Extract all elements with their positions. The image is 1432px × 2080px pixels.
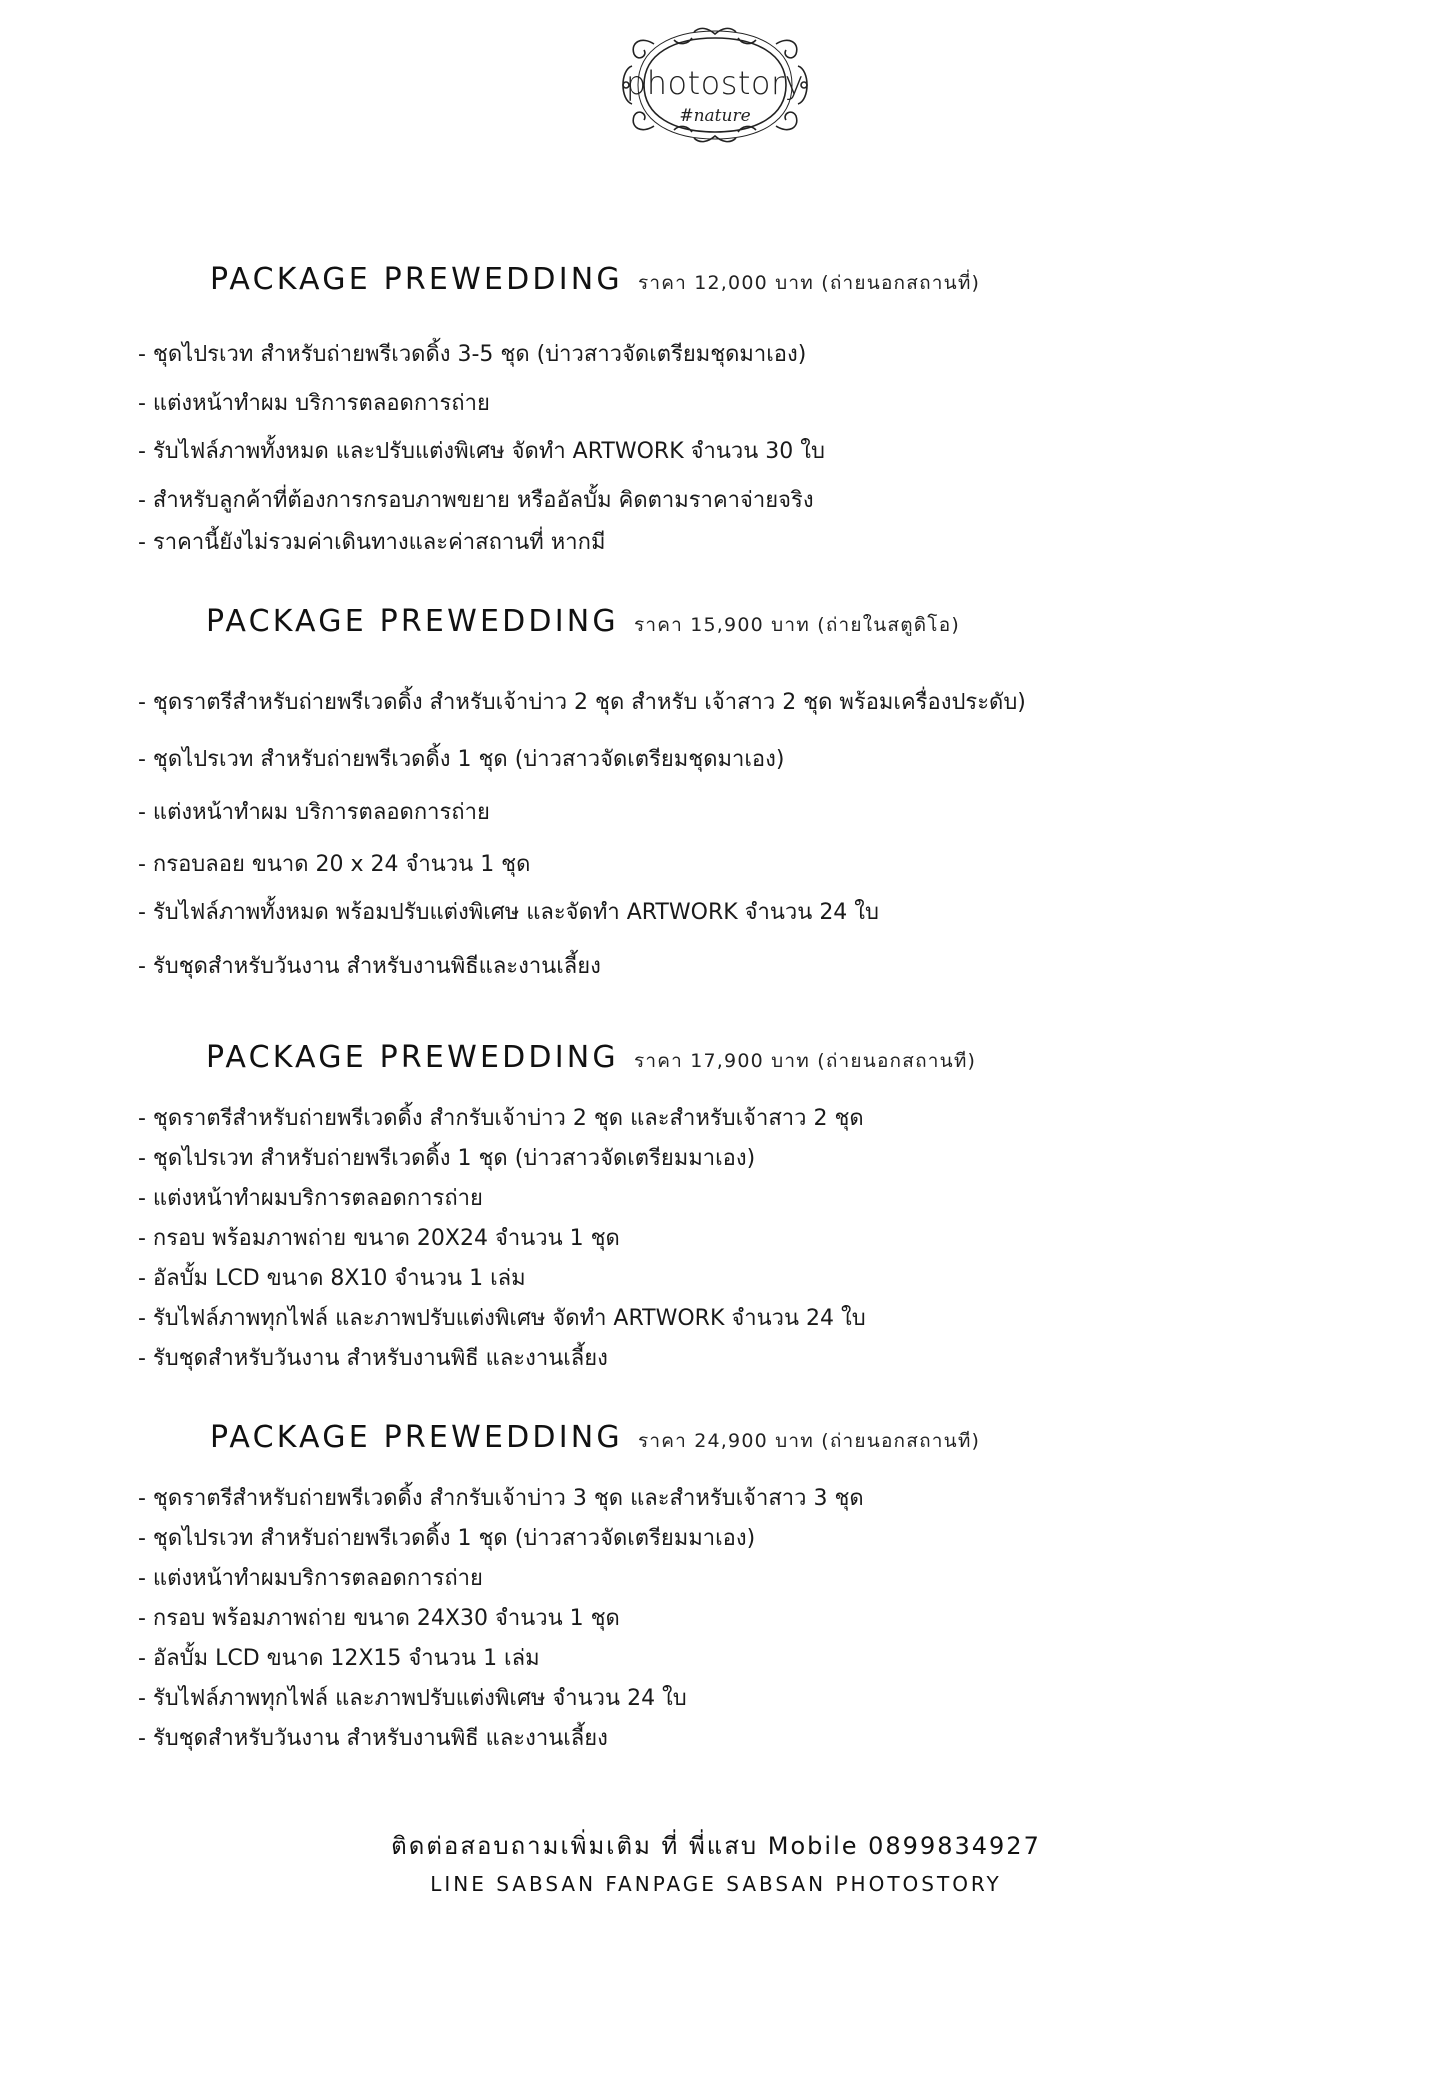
list-item: - อัลบั้ม LCD ขนาด 12X15 จำนวน 1 เล่ม: [138, 1646, 540, 1671]
list-item: - รับไฟล์ภาพทั้งหมด พร้อมปรับแต่งพิเศษ และจัดทำ ARTWORK จำนวน 24 ใบ: [138, 900, 880, 925]
list-item: - กรอบลอย ขนาด 20 x 24 จำนวน 1 ชุด: [138, 852, 531, 877]
contact-social: LINE SABSAN FANPAGE SABSAN PHOTOSTORY: [430, 1872, 1002, 1896]
package-4-title: PACKAGE PREWEDDING: [210, 1420, 623, 1455]
list-item: - ราคานี้ยังไม่รวมค่าเดินทางและค่าสถานที่ หากมี: [138, 530, 606, 555]
package-4-header: [210, 1420, 980, 1456]
list-item: - กรอบ พร้อมภาพถ่าย ขนาด 24X30 จำนวน 1 ชุด: [138, 1606, 620, 1631]
list-item: - ชุดไปรเวท สำหรับถ่ายพรีเวดดิ้ง 1 ชุด (บ่าวสาวจัดเตรียมมาเอง): [138, 1526, 756, 1551]
list-item: - อัลบั้ม LCD ขนาด 8X10 จำนวน 1 เล่ม: [138, 1266, 526, 1291]
list-item: - รับไฟล์ภาพทุกไฟล์ และภาพปรับแต่งพิเศษ จัดทำ ARTWORK จำนวน 24 ใบ: [138, 1306, 866, 1331]
list-item: - ชุดไปรเวท สำหรับถ่ายพรีเวดดิ้ง 1 ชุด (บ่าวสาวจัดเตรียมมาเอง): [138, 1146, 756, 1171]
list-item: - กรอบ พร้อมภาพถ่าย ขนาด 20X24 จำนวน 1 ชุด: [138, 1226, 620, 1251]
package-1-price: ราคา 12,000 บาท (ถ่ายนอกสถานที่): [637, 272, 981, 294]
package-3-price: ราคา 17,900 บาท (ถ่ายนอกสถานที): [633, 1050, 977, 1072]
list-item: - รับชุดสำหรับวันงาน สำหรับงานพิธีและงานเลี้ยง: [138, 954, 601, 979]
package-1-header: [210, 262, 980, 298]
package-4-price: ราคา 24,900 บาท (ถ่ายนอกสถานที): [637, 1430, 981, 1452]
list-item: - แต่งหน้าทำผมบริการตลอดการถ่าย: [138, 1186, 483, 1211]
contact-line-2: [0, 1872, 1432, 1896]
package-3-header: [206, 1040, 976, 1076]
list-item: - ชุดราตรีสำหรับถ่ายพรีเวดดิ้ง สำกรับเจ้าบ่าว 2 ชุด และสำหรับเจ้าสาว 2 ชุด: [138, 1106, 864, 1131]
list-item: - รับไฟล์ภาพทุกไฟล์ และภาพปรับแต่งพิเศษ จำนวน 24 ใบ: [138, 1686, 687, 1711]
package-2-title: PACKAGE PREWEDDING: [206, 604, 619, 639]
photostory-logo: [614, 26, 816, 144]
list-item: - ชุดไปรเวท สำหรับถ่ายพรีเวดดิ้ง 3-5 ชุด (บ่าวสาวจัดเตรียมชุดมาเอง): [138, 342, 807, 367]
package-1-title: PACKAGE PREWEDDING: [210, 262, 623, 297]
contact-phone: ติดต่อสอบถามเพิ่มเติม ที่ พี่แสบ Mobile 0899834927: [391, 1832, 1041, 1860]
logo-tagline: #nature: [679, 106, 751, 126]
list-item: - แต่งหน้าทำผมบริการตลอดการถ่าย: [138, 1566, 483, 1591]
list-item: - สำหรับลูกค้าที่ต้องการกรอบภาพขยาย หรืออัลบั้ม คิดตามราคาจ่ายจริง: [138, 488, 814, 513]
list-item: - รับไฟล์ภาพทั้งหมด และปรับแต่งพิเศษ จัดทำ ARTWORK จำนวน 30 ใบ: [138, 439, 825, 464]
package-2-header: [206, 604, 960, 640]
package-2-price: ราคา 15,900 บาท (ถ่ายในสตูดิโอ): [633, 614, 960, 636]
list-item: - แต่งหน้าทำผม บริการตลอดการถ่าย: [138, 800, 490, 825]
package-3-title: PACKAGE PREWEDDING: [206, 1040, 619, 1075]
list-item: - ชุดราตรีสำหรับถ่ายพรีเวดดิ้ง สำกรับเจ้าบ่าว 3 ชุด และสำหรับเจ้าสาว 3 ชุด: [138, 1486, 864, 1511]
list-item: - ชุดราตรีสำหรับถ่ายพรีเวดดิ้ง สำหรับเจ้าบ่าว 2 ชุด สำหรับ เจ้าสาว 2 ชุด พร้อมเครื่องประดับ): [138, 690, 1026, 715]
list-item: - แต่งหน้าทำผม บริการตลอดการถ่าย: [138, 391, 490, 416]
list-item: - รับชุดสำหรับวันงาน สำหรับงานพิธี และงานเลี้ยง: [138, 1346, 608, 1371]
list-item: - รับชุดสำหรับวันงาน สำหรับงานพิธี และงานเลี้ยง: [138, 1726, 608, 1751]
list-item: - ชุดไปรเวท สำหรับถ่ายพรีเวดดิ้ง 1 ชุด (บ่าวสาวจัดเตรียมชุดมาเอง): [138, 747, 785, 772]
contact-line-1: [0, 1826, 1432, 1865]
logo-brand: photostory: [625, 64, 805, 102]
